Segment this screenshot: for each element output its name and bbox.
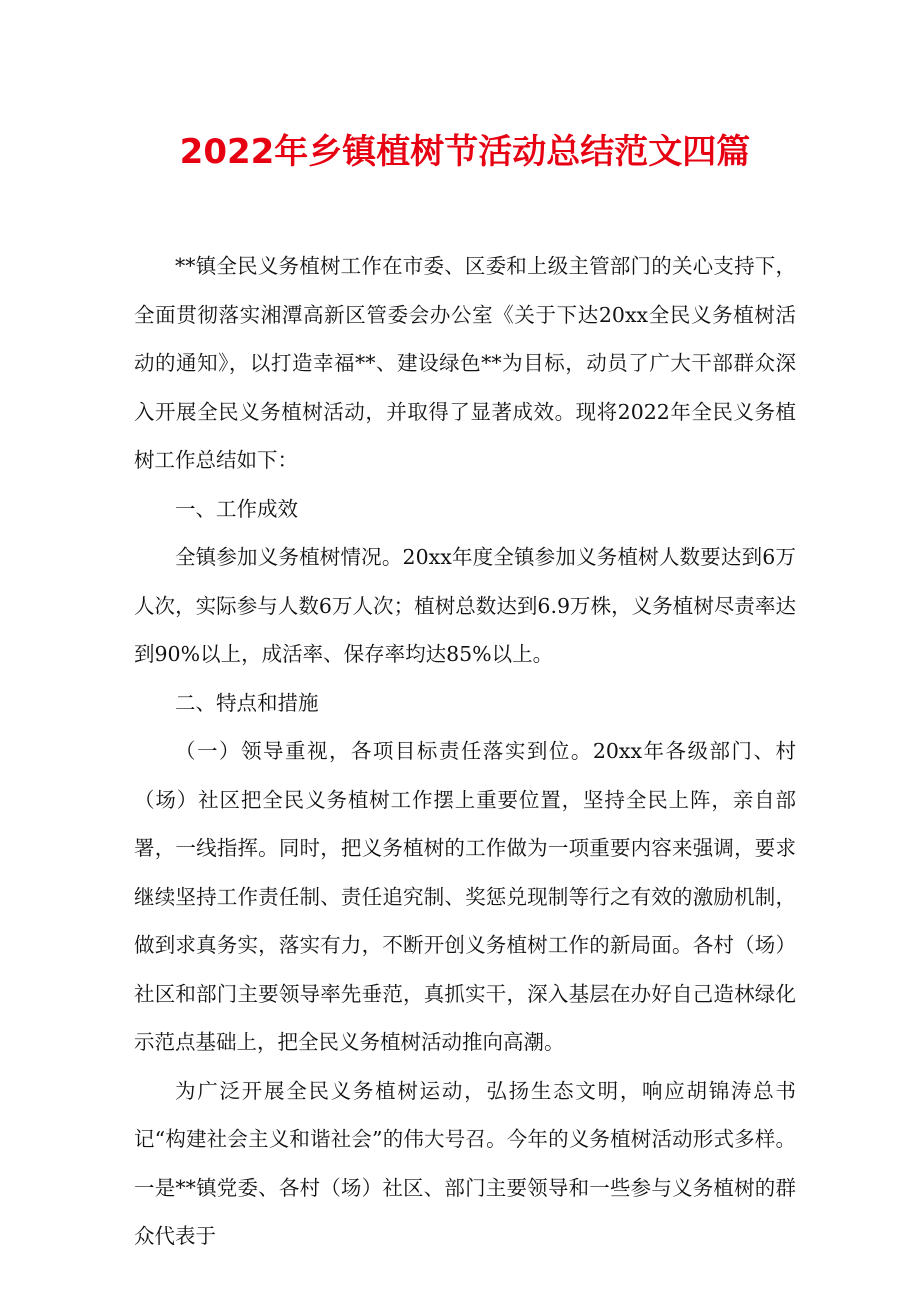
measures-paragraph-2: 为广泛开展全民义务植树运动，弘扬生态文明，响应胡锦涛总书记“构建社会主义和谐社会”的伟大号召。今年的义务植树活动形式多样。一是**镇党委、各村（场）社区、部门主要领导和一些参与义务植树的群众代表于 bbox=[134, 1078, 796, 1248]
section-heading-measures: 二、特点和措施 bbox=[175, 690, 319, 715]
document-body bbox=[134, 242, 796, 1261]
intro-paragraph: **镇全民义务植树工作在市委、区委和上级主管部门的关心支持下，全面贯彻落实湘潭高新区管委会办公室《关于下达20xx全民义务植树活动的通知》，以打造幸福**、建设绿色**为目标，动员了广大干部群众深入开展全民义务植树活动，并取得了显著成效。现将2022年全民义务植树工作总结如下： bbox=[134, 254, 796, 472]
measures-item-1: （一）领导重视，各项目标责任落实到位。20xx年各级部门、村（场）社区把全民义务植树工作摆上重要位置，坚持全民上阵，亲自部署，一线指挥。同时，把义务植树的工作做为一项重要内容来强调，要求继续坚持工作责任制、责任追究制、奖惩兑现制等行之有效的激励机制，做到求真务实，落实有力，不断开创义务植树工作的新局面。各村（场）社区和部门主要领导率先垂范，真抓实干，深入基层在办好自己造林绿化示范点基础上，把全民义务植树活动推向高潮。 bbox=[134, 739, 796, 1054]
results-paragraph: 全镇参加义务植树情况。20xx年度全镇参加义务植树人数要达到6万人次，实际参与人数6万人次；植树总数达到6.9万株，义务植树尽责率达到90%以上，成活率、保存率均达85%以上。 bbox=[134, 545, 796, 666]
document-title: 2022年乡镇植树节活动总结范文四篇 bbox=[179, 132, 751, 172]
section-heading-results: 一、工作成效 bbox=[175, 496, 298, 521]
